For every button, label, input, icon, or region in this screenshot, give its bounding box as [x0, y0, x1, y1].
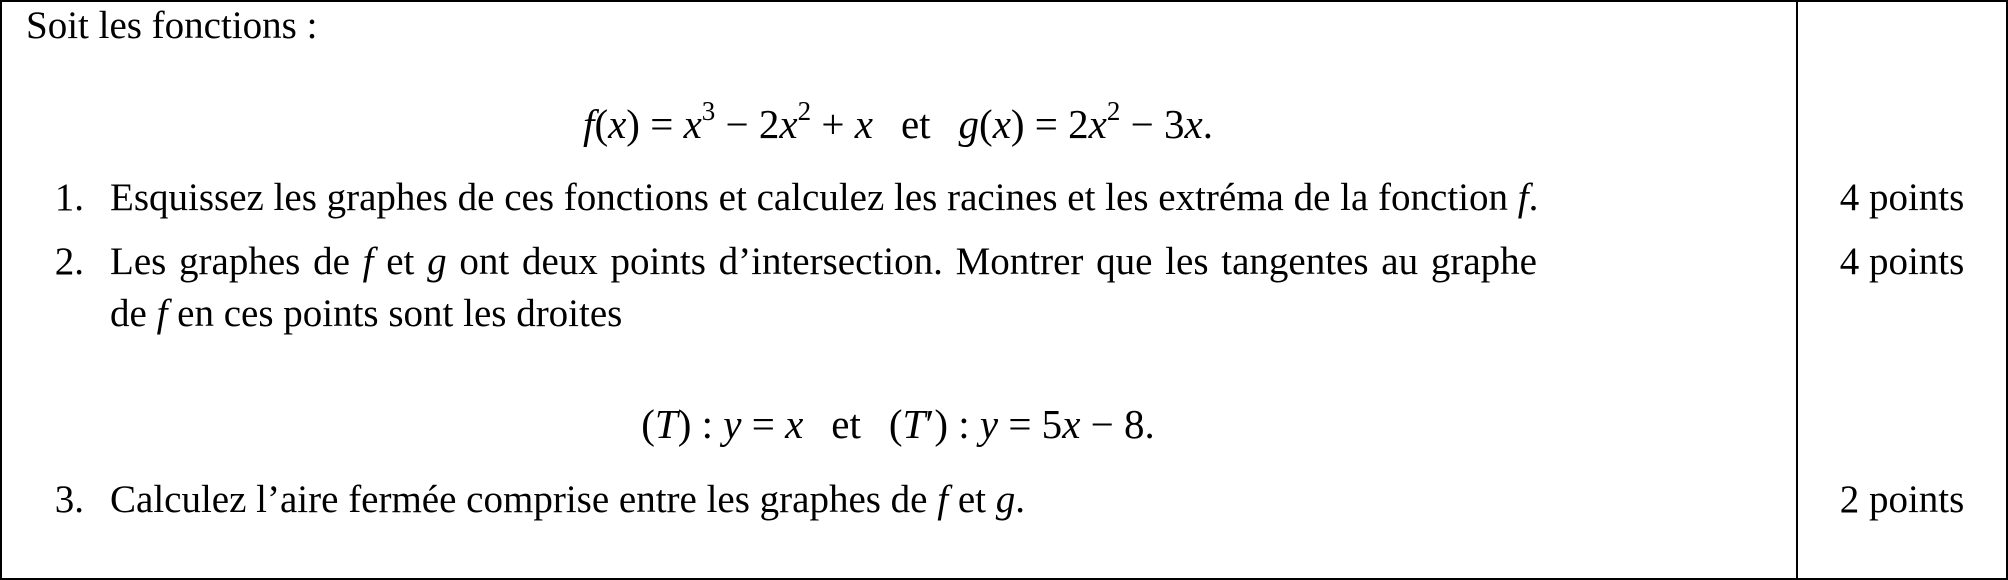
item-1-number: 1. [54, 176, 84, 219]
item-1-text: Esquissez les graphes de ces fonctions et calculez les racines et les extréma de la fonction f. [110, 176, 1539, 219]
item-2-number: 2. [54, 240, 84, 283]
item-2-line-2: de f en ces points sont les droites [110, 292, 623, 335]
equation2-connector: et [831, 401, 861, 447]
tangent-t: (T) : y = x [641, 401, 804, 447]
intro-text: Soit les fonctions : [26, 4, 318, 47]
item-3-text: Calculez l’aire fermée comprise entre les graphes de f et g. [110, 478, 1025, 521]
tangent-definitions [0, 398, 1796, 450]
item-2-points: 4 points [1839, 240, 1965, 283]
equation1-connector: et [900, 101, 931, 147]
item-2-line-1: Les graphes de f et g ont deux points d’intersection. Montrer que les tangentes au graphe [110, 240, 1537, 283]
g-definition: $g(x) = 2x^2 - 3x$. [958, 96, 1213, 147]
item-3-points: 2 points [1839, 478, 1965, 521]
item-3-number: 3. [54, 478, 84, 521]
item-1-points: 4 points [1839, 176, 1965, 219]
f-definition: $f(x) = x^3 - 2x^2 + x$ [583, 96, 873, 147]
tangent-t-prime: (T′) : y = 5x − 8. [888, 401, 1155, 447]
function-definitions [0, 98, 1796, 150]
